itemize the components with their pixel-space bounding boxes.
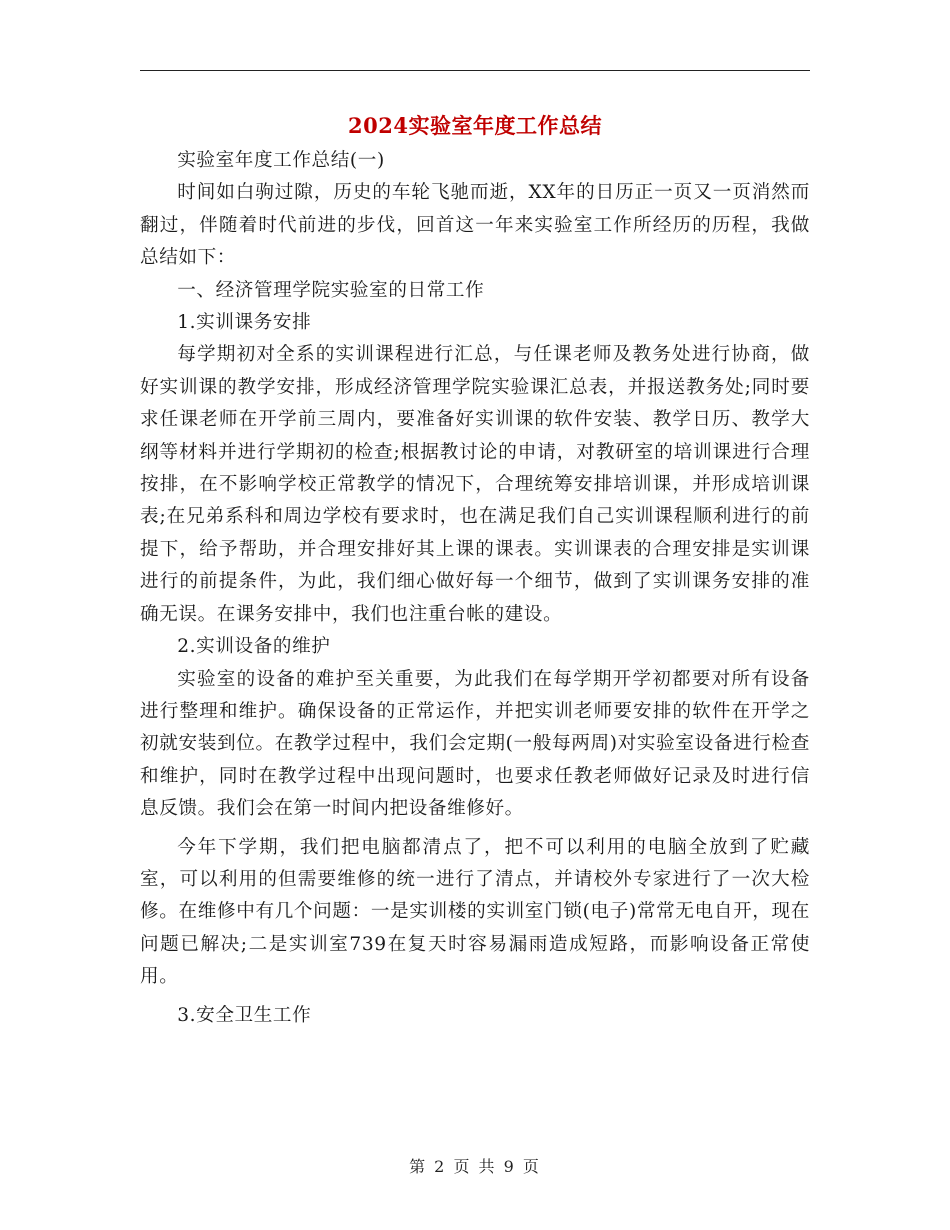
page-number: 第 2 页 共 9 页 (409, 1157, 541, 1176)
subsection-heading: 3.安全卫生工作 (177, 1004, 312, 1026)
page-footer (0, 1154, 950, 1177)
body-paragraph: 实验室的设备的难护至关重要，为此我们在每学期开学初都要对所有设备进行整理和维护。确保设备的正常运作，并把实训老师要安排的软件在开学之初就安装到位。在教学过程中，我们会定期(一般每两周)对实验室设备进行检查和维护，同时在教学过程中出现问题时，也要求任教老师做好记录及时进行信息反馈。我们会在第一时间内把设备维修好。 (140, 668, 810, 820)
body-paragraph: 时间如白驹过隙，历史的车轮飞驰而逝，XX年的日历正一页又一页消然而翻过，伴随着时代前进的步伐，回首这一年来实验室工作所经历的历程，我做总结如下： (140, 182, 810, 269)
section-heading: 实验室年度工作总结(一) (177, 150, 385, 171)
subsection-heading: 1.实训课务安排 (177, 312, 312, 334)
body-paragraph: 每学期初对全系的实训课程进行汇总，与任课老师及教务处进行协商，做好实训课的教学安排，形成经济管理学院实验课汇总表，并报送教务处;同时要求任课老师在开学前三周内，要准备好实训课的软件安装、教学日历、教学大纲等材料并进行学期初的检查;根据教讨论的申请，对教研室的培训课进行合理按排，在不影响学校正常教学的情况下，合理统筹安排培训课，并形成培训课表;在兄弟系科和周边学校有要求时，也在满足我们自己实训课程顺利进行的前提下，给予帮助，并合理安排好其上课的课表。实训课表的合理安排是实训课进行的前提条件，为此，我们细心做好每一个细节，做到了实训课务安排的准确无误。在课务安排中，我们也注重台帐的建设。 (140, 344, 810, 625)
body-paragraph: 今年下学期，我们把电脑都清点了，把不可以利用的电脑全放到了贮藏室，可以利用的但需要维修的统一进行了清点，并请校外专家进行了一次大检修。在维修中有几个问题：一是实训楼的实训室门锁(电子)常常无电自开，现在问题已解决;二是实训室739在复天时容易漏雨造成短路，而影响设备正常使用。 (140, 836, 810, 988)
subsection-heading: 2.实训设备的维护 (177, 636, 331, 658)
document-body (140, 145, 810, 1032)
header-rule (140, 70, 810, 71)
document-title: 2024实验室年度工作总结 (348, 113, 602, 138)
section-heading: 一、经济管理学院实验室的日常工作 (177, 279, 485, 301)
